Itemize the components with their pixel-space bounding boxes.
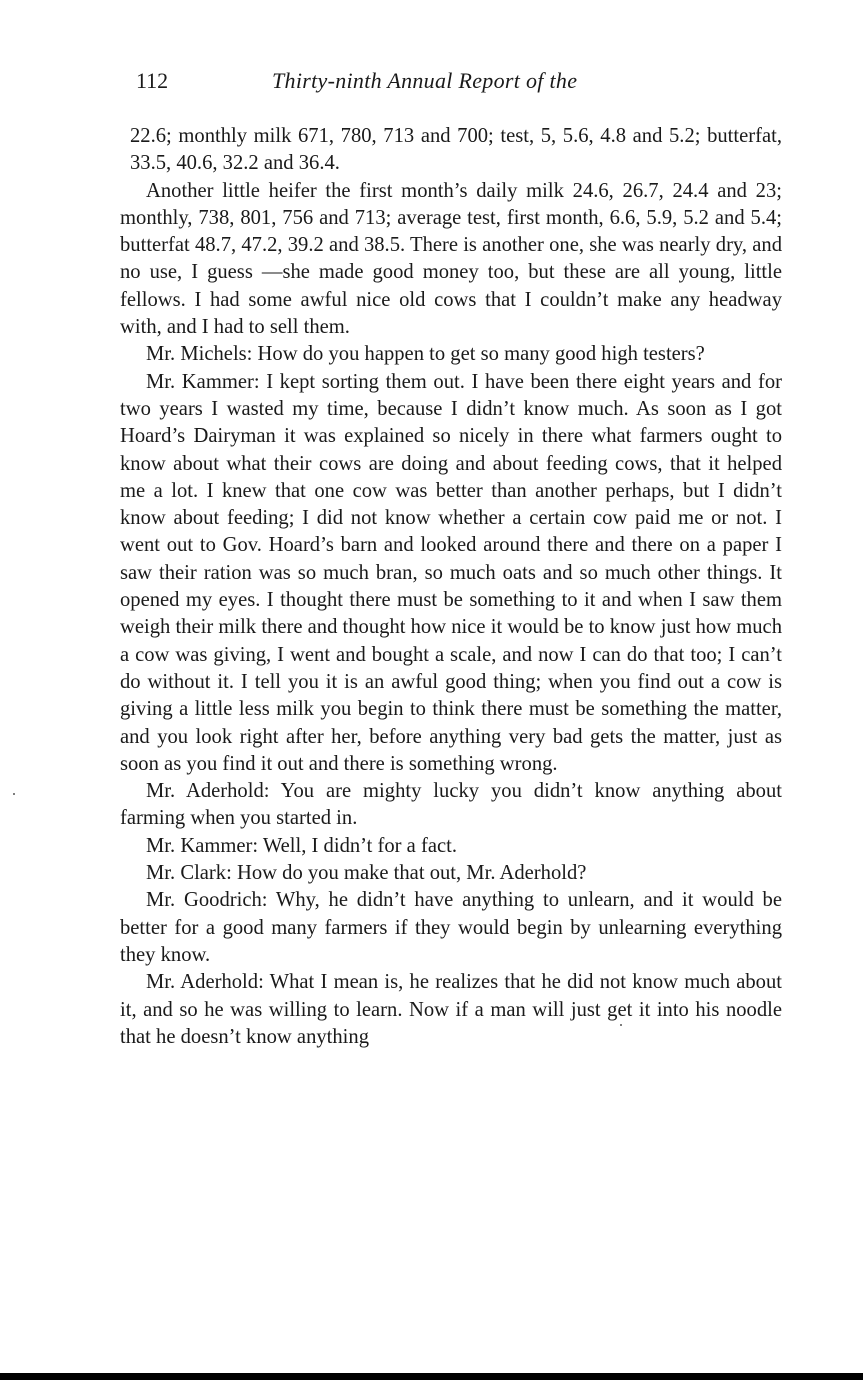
paragraph-kammer-answer: Mr. Kammer: I kept sorting them out. I have been there eight years and for two years I wasted my time, because I didn’t know much. As soon as I got Hoard’s Dairyman it was explained so nicely in there what farmers ought to know about what their cows are doing and about feeding cows, that it helped me a lot. I knew that one cow was better than another perhaps, but I didn’t know about feeding; I did not know whether a certain cow paid me or not. I went out to Gov. Hoard’s barn and looked around there and there on a paper I saw their ration was so much bran, so much oats and so much other things. It opened my eyes. I thought there must be something to it and when I saw them weigh their milk there and thought how nice it would be to know just how much a cow was giving, I went and bought a scale, and now I can do that too; I can’t do without it. I tell you it is an awful good thing; when you find out a cow is giving a little less milk you begin to think there must be something the matter, and you look right after her, before anything very bad gets the matter, just as soon as you find it out and there is something wrong.	[120, 370, 782, 775]
paragraph-kammer-reply: Mr. Kammer: Well, I didn’t for a fact.	[146, 834, 457, 857]
scan-bottom-edge	[0, 1373, 863, 1380]
paragraph-heifer: Another little heifer the first month’s daily milk 24.6, 26.7, 24.4 and 23; monthly, 738, 801, 756 and 713; average test, first month, 6.6, 5.9, 5.2 and 5.4; butterfat 48.7, 47.2, 39.2 and 38.5. There is another one, she was nearly dry, and no use, I guess —she made good money too, but these are all young, little fellows. I had some awful nice old cows that I couldn’t make any headway with, and I had to sell them.	[120, 179, 782, 339]
page-number: 112	[136, 68, 169, 93]
paragraph-goodrich-answer: Mr. Goodrich: Why, he didn’t have anything to unlearn, and it would be better for a good many farmers if they would begin by unlearning everything they know.	[120, 889, 782, 966]
paragraph-aderhold-explanation: Mr. Aderhold: What I mean is, he realizes that he did not know much about it, and so he was willing to learn. Now if a man will just get it into his noodle that he doesn’t know anything	[120, 971, 782, 1048]
running-title: Thirty-ninth Annual Report of the	[272, 68, 578, 93]
page-header	[136, 68, 776, 100]
paragraph-aderhold-remark: Mr. Aderhold: You are mighty lucky you didn’t know anything about farming when you started in.	[120, 780, 782, 830]
paragraph-continuation: 22.6; monthly milk 671, 780, 713 and 700; test, 5, 5.6, 4.8 and 5.2; butterfat, 33.5, 40.6, 32.2 and 36.4.	[130, 125, 782, 175]
scan-speck	[620, 1024, 622, 1026]
body-text	[120, 123, 782, 1051]
paragraph-michels-question: Mr. Michels: How do you happen to get so many good high testers?	[146, 343, 705, 366]
scan-speck	[13, 793, 15, 795]
paragraph-clark-question: Mr. Clark: How do you make that out, Mr. Aderhold?	[146, 862, 587, 885]
